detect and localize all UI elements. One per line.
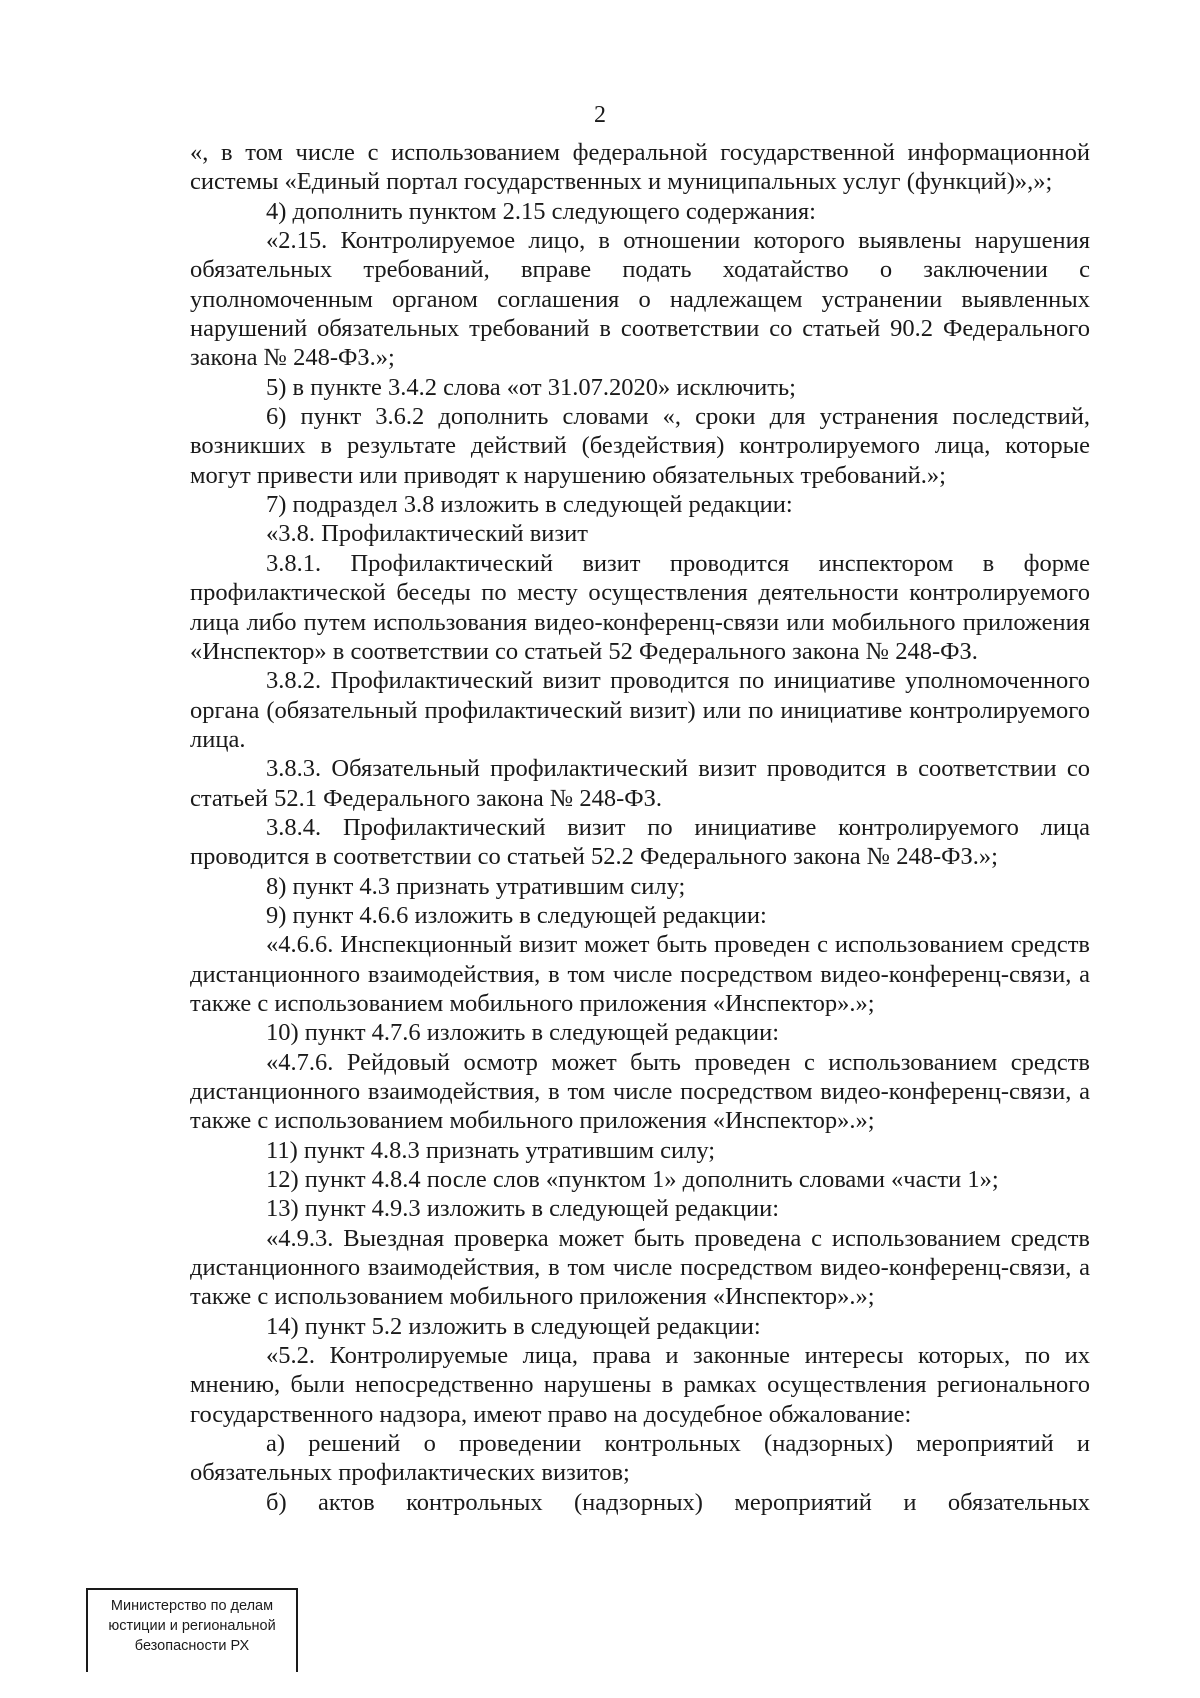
paragraph: «3.8. Профилактический визит [266, 520, 588, 548]
paragraph: 8) пункт 4.3 признать утратившим силу; [266, 872, 686, 900]
paragraph: б) актов контрольных (надзорных) мероприятий и обязательных [266, 1488, 1090, 1516]
paragraph: «5.2. Контролируемые лица, права и законные интересы которых, по их мнению, были непосредственно нарушены в рамках осуществления регионального государственного надзора, имеют право на досудебное обжалование: [190, 1342, 1090, 1428]
paragraph: 7) подраздел 3.8 изложить в следующей редакции: [266, 491, 793, 519]
paragraph: «4.7.6. Рейдовый осмотр может быть проведен с использованием средств дистанционного взаимодействия, в том числе посредством видео-конференц-связи, а также с использованием мобильного приложения «Инспектор».»; [190, 1048, 1090, 1135]
paragraph: 3.8.1. Профилактический визит проводится инспектором в форме профилактической беседы по месту осуществления деятельности контролируемого лица либо путем использования видео-конференц-связи или мобильного приложения «Инспектор» в соответствии со статьей 52 Федерального закона № 248-ФЗ. [190, 549, 1090, 665]
document-body [190, 138, 1090, 1517]
paragraph: а) решений о проведении контрольных (надзорных) мероприятий и обязательных профилактических визитов; [190, 1430, 1090, 1487]
paragraph: 12) пункт 4.8.4 после слов «пунктом 1» дополнить словами «части 1»; [266, 1166, 999, 1194]
paragraph: 9) пункт 4.6.6 изложить в следующей редакции: [266, 901, 767, 929]
paragraph: «4.9.3. Выездная проверка может быть проведена с использованием средств дистанционного взаимодействия, в том числе посредством видео-конференц-связи, а также с использованием мобильного приложения «Инспектор».»; [190, 1224, 1090, 1311]
paragraph: 3.8.3. Обязательный профилактический визит проводится в соответствии со статьей 52.1 Федерального закона № 248-ФЗ. [190, 755, 1090, 812]
paragraph: 13) пункт 4.9.3 изложить в следующей редакции: [266, 1195, 780, 1223]
paragraph: «4.6.6. Инспекционный визит может быть проведен с использованием средств дистанционного взаимодействия, в том числе посредством видео-конференц-связи, а также с использованием мобильного приложения «Инспектор».»; [190, 931, 1090, 1017]
paragraph: 10) пункт 4.7.6 изложить в следующей редакции: [266, 1019, 780, 1047]
stamp-line: юстиции и региональной [108, 1618, 276, 1634]
paragraph: 3.8.4. Профилактический визит по инициативе контролируемого лица проводится в соответствии со статьей 52.2 Федерального закона № 248-ФЗ.»; [190, 813, 1090, 871]
paragraph: 14) пункт 5.2 изложить в следующей редакции: [266, 1312, 761, 1340]
paragraph: 6) пункт 3.6.2 дополнить словами «, сроки для устранения последствий, возникших в результате действий (бездействия) контролируемого лица, которые могут привести или приводят к нарушению обязательных требований.»; [190, 403, 1090, 489]
page-number: 2 [594, 102, 606, 128]
paragraph: 11) пункт 4.8.3 признать утратившим силу; [266, 1136, 716, 1164]
paragraph: 4) дополнить пунктом 2.15 следующего содержания: [266, 197, 816, 225]
paragraph: 3.8.2. Профилактический визит проводится по инициативе уполномоченного органа (обязательный профилактический визит) или по инициативе контролируемого лица. [190, 667, 1090, 753]
stamp-line: безопасности РХ [134, 1638, 250, 1654]
ministry-stamp [86, 1588, 298, 1672]
paragraph: «2.15. Контролируемое лицо, в отношении которого выявлены нарушения обязательных требований, вправе подать ходатайство о заключении с уполномоченным органом соглашения о надлежащем устранении выявленных нарушений обязательных требований в соответствии со статьей 90.2 Федерального закона № 248-ФЗ.»; [190, 227, 1090, 372]
paragraph: «, в том числе с использованием федеральной государственной информационной системы «Единый портал государственных и муниципальных услуг (функций)»,»; [190, 139, 1090, 196]
stamp-line: Министерство по делам [110, 1598, 274, 1614]
paragraph: 5) в пункте 3.4.2 слова «от 31.07.2020» исключить; [266, 373, 796, 401]
